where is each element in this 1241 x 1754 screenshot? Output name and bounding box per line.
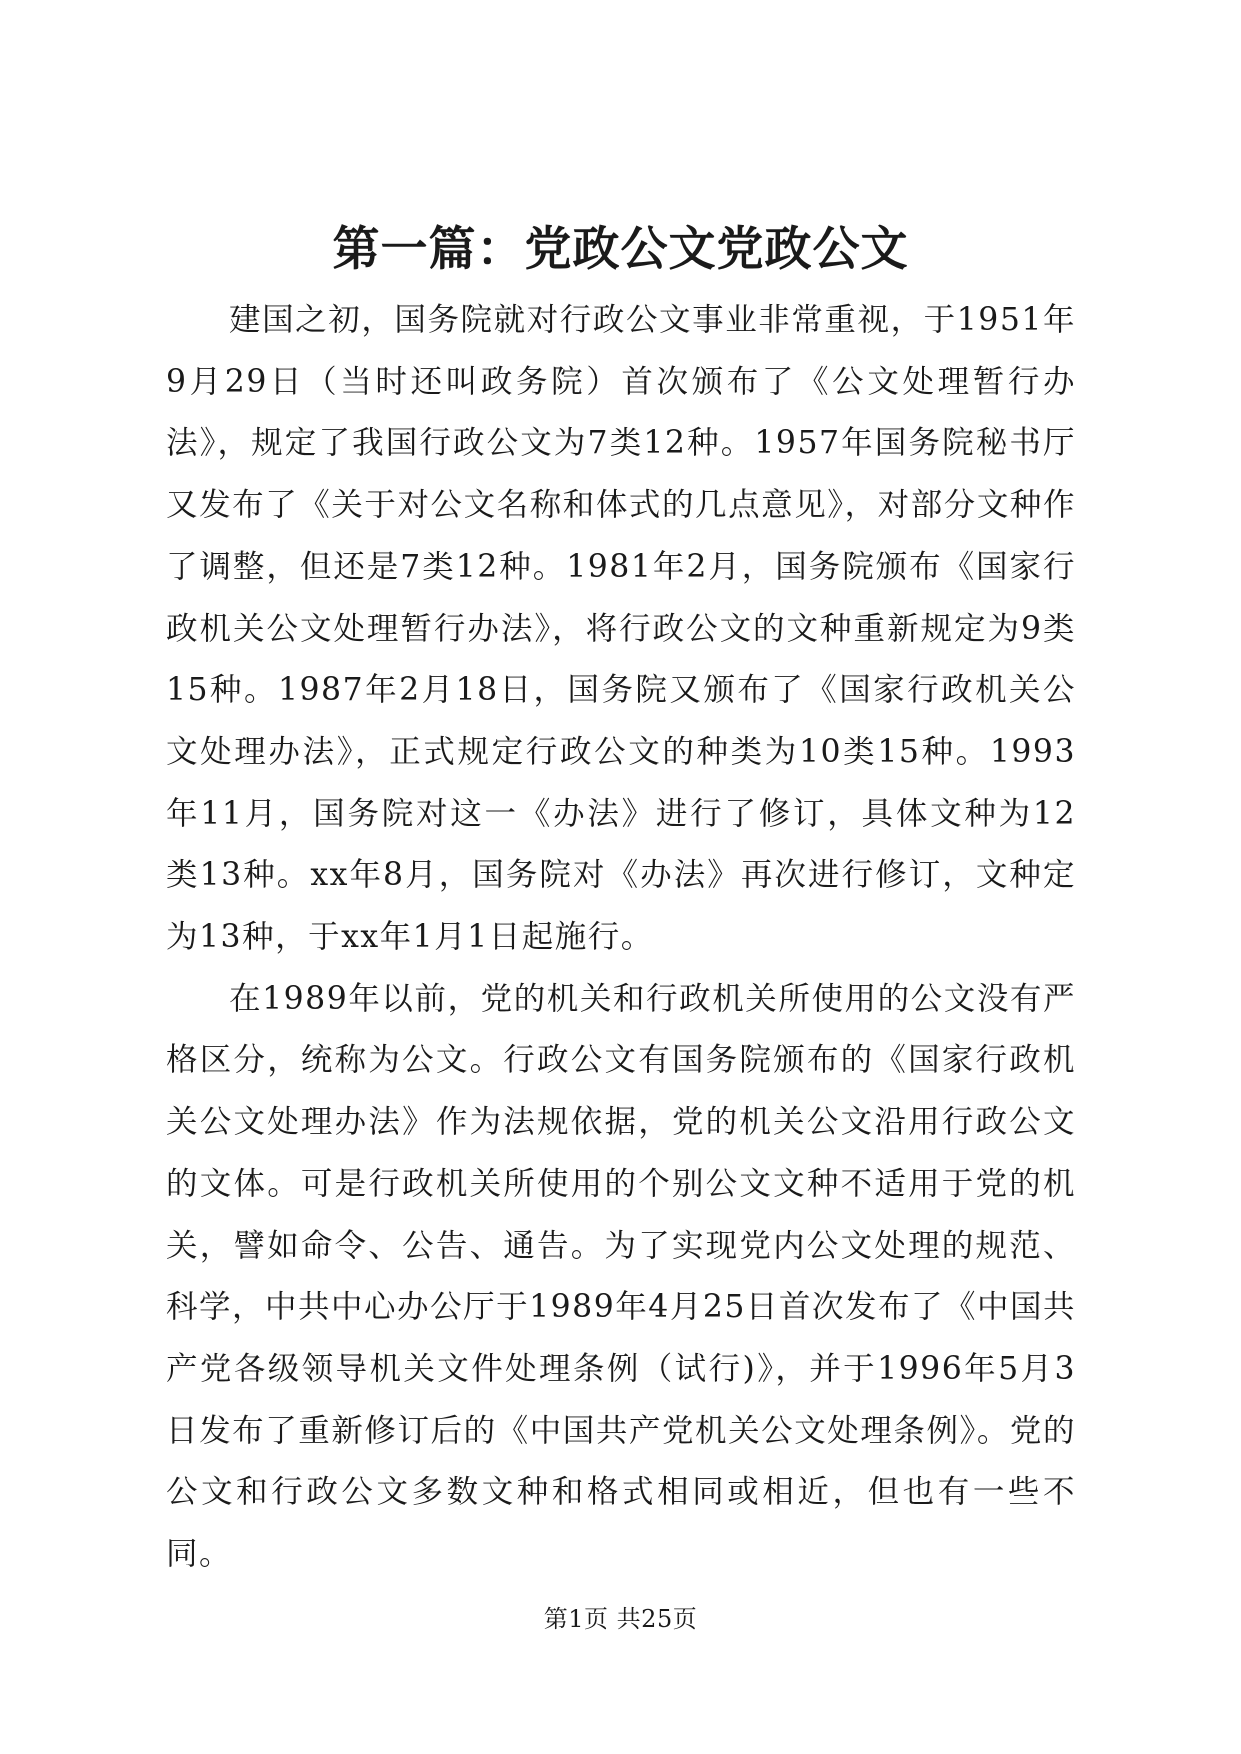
page-footer: 第1页 共25页 [543,1605,698,1633]
document-body [166,290,1076,1586]
paragraph-2: 在1989年以前，党的机关和行政机关所使用的公文没有严格区分，统称为公文。行政公文有国务院颁布的《国家行政机关公文处理办法》作为法规依据，党的机关公文沿用行政公文的文体。可是行政机关所使用的个别公文文种不适用于党的机关，譬如命令、公告、通告。为了实现党内公文处理的规范、科学，中共中心办公厅于1989年4月25日首次发布了《中国共产党各级领导机关文件处理条例（试行)》，并于1996年5月3日发布了重新修订后的《中国共产党机关公文处理条例》。党的公文和行政公文多数文种和格式相同或相近，但也有一些不同。 [166,980,1076,1573]
paragraph-1: 建国之初，国务院就对行政公文事业非常重视，于1951年9月29日（当时还叫政务院）首次颁布了《公文处理暂行办法》，规定了我国行政公文为7类12种。1957年国务院秘书厅又发布了《关于对公文名称和体式的几点意见》，对部分文种作了调整，但还是7类12种。1981年2月，国务院颁布《国家行政机关公文处理暂行办法》，将行政公文的文种重新规定为9类15种。1987年2月18日，国务院又颁布了《国家行政机关公文处理办法》，正式规定行政公文的种类为10类15种。1993年11月，国务院对这一《办法》进行了修订，具体文种为12类13种。xx年8月，国务院对《办法》再次进行修订，文种定为13种，于xx年1月1日起施行。 [166,302,1076,956]
document-title: 第一篇：党政公文党政公文 [332,222,909,277]
